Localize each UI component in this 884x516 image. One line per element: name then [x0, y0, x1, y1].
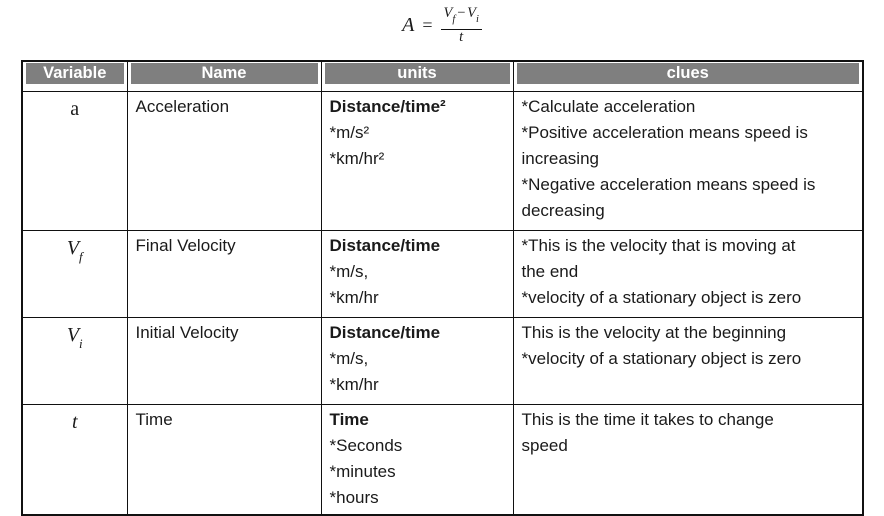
clue-line: *This is the velocity that is moving at the end [521, 236, 796, 281]
acceleration-formula [0, 5, 884, 45]
table-row-final-velocity [22, 231, 863, 318]
units-title: Time [329, 410, 369, 429]
variable-cell [22, 405, 127, 516]
initial-velocity-symbol: V [467, 5, 476, 21]
final-velocity-subscript: f [452, 14, 456, 25]
acceleration-variables-table [21, 60, 864, 516]
equals-sign: = [422, 14, 433, 35]
units-line: *m/s, [329, 349, 369, 368]
variable-cell [22, 92, 127, 231]
clues-cell [513, 318, 863, 405]
variable-cell [22, 318, 127, 405]
header-cell-clues [513, 61, 863, 92]
table-row-initial-velocity [22, 318, 863, 405]
units-title: Distance/time [329, 323, 441, 342]
clue-line: *Calculate acceleration [521, 97, 696, 116]
units-cell [321, 318, 513, 405]
minus-sign: − [456, 5, 467, 21]
name-cell: Time [127, 405, 321, 516]
header-cell-units [321, 61, 513, 92]
name-cell: Initial Velocity [127, 318, 321, 405]
units-line: *km/hr² [329, 149, 385, 168]
clue-line: *Positive acceleration means speed is increasing [521, 123, 808, 168]
clues-cell [513, 92, 863, 231]
clue-line: *Negative acceleration means speed is decreasing [521, 175, 816, 220]
units-title: Distance/time [329, 236, 441, 255]
name-cell: Acceleration [127, 92, 321, 231]
variable-subscript: f [79, 249, 83, 264]
table-row-acceleration [22, 92, 863, 231]
clue-line: *velocity of a stationary object is zero [521, 288, 802, 307]
units-cell [321, 92, 513, 231]
fraction-denominator-time: t [459, 29, 464, 45]
units-line: *m/s² [329, 123, 370, 142]
header-fill: units [325, 63, 510, 84]
variable-symbol: V [66, 237, 80, 259]
formula-lhs: A [402, 13, 415, 36]
initial-velocity-subscript: i [475, 14, 479, 25]
variable-cell [22, 231, 127, 318]
clue-line: *velocity of a stationary object is zero [521, 349, 802, 368]
units-line: *km/hr [329, 375, 379, 394]
variable-subscript: i [79, 336, 83, 351]
header-cell-name [127, 61, 321, 92]
final-velocity-symbol: V [443, 5, 453, 21]
clue-line: This is the velocity at the beginning [521, 323, 787, 342]
units-line: *m/s, [329, 262, 369, 281]
clue-line: This is the time it takes to change speed [521, 410, 774, 455]
clues-cell [513, 405, 863, 516]
clues-cell [513, 231, 863, 318]
units-line: *km/hr [329, 288, 379, 307]
units-cell [321, 405, 513, 516]
units-cell [321, 231, 513, 318]
header-cell-variable [22, 61, 127, 92]
header-row [22, 61, 863, 92]
name-cell: Final Velocity [127, 231, 321, 318]
units-title: Distance/time² [329, 97, 446, 116]
variable-symbol: V [66, 324, 80, 346]
fraction-numerator [441, 5, 482, 30]
units-line: *minutes [329, 462, 396, 481]
table-row-time [22, 405, 863, 516]
fraction [441, 5, 482, 45]
units-line: *hours [329, 488, 379, 507]
variable-symbol: a [70, 98, 80, 120]
header-fill: Variable [26, 63, 124, 84]
header-fill: clues [517, 63, 860, 84]
header-fill: Name [131, 63, 318, 84]
units-line: *Seconds [329, 436, 403, 455]
variable-symbol: t [71, 411, 78, 433]
